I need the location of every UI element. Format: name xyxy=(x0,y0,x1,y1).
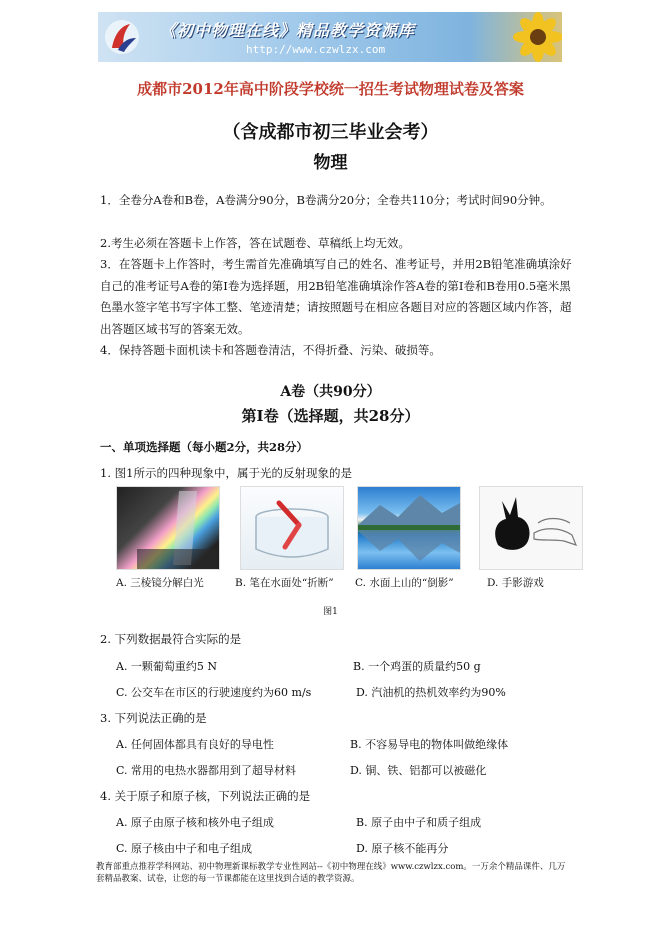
header-banner xyxy=(98,12,562,62)
question-3-option-d: D. 铜、铁、铝都可以被磁化 xyxy=(350,764,487,777)
instruction-3: 3．在答题卡上作答时，考生需首先准确填写自己的姓名、准考证号，并用2B铅笔准确填涂好自己的准考证号A卷的第Ⅰ卷为选择题，用2B铅笔准确填涂作答A卷的第Ⅰ卷和B卷用0.5毫米黑色墨水签字笔书写字体工整、笔迹清楚；请按照题号在相应各题目对应的答题区域内作答，超出答题区域书写的答案无效。 xyxy=(100,257,572,336)
question-2-option-a: A. 一颗葡萄重约5 N xyxy=(116,660,218,673)
instruction-2: 2.考生必须在答题卡上作答，答在试题卷、草稿纸上均无效。 xyxy=(100,236,410,250)
instruction-1: 1．全卷分A卷和B卷，A卷满分90分，B卷满分20分；全卷共110分；考试时间90分钟。 xyxy=(100,193,552,207)
caption-b: B. 笔在水面处“折断” xyxy=(235,577,334,589)
question-2-option-b: B. 一个鸡蛋的质量约50 g xyxy=(353,660,481,673)
question-4-option-b: B. 原子由中子和质子组成 xyxy=(356,816,482,829)
caption-a: A. 三棱镜分解白光 xyxy=(116,577,204,589)
caption-d: D. 手影游戏 xyxy=(487,577,544,589)
document-subtitle: （含成都市初三毕业会考） xyxy=(222,122,439,143)
question-2-option-c: C. 公交车在市区的行驶速度约为60 m/s xyxy=(116,686,312,699)
question-3-option-a: A. 任何固体都具有良好的导电性 xyxy=(116,738,274,751)
question-3-option-c: C. 常用的电热水器都用到了超导材料 xyxy=(116,764,297,777)
hand-shadow-image xyxy=(479,486,583,570)
site-logo-icon xyxy=(104,18,140,56)
question-4-stem: 4. 关于原子和原子核，下列说法正确的是 xyxy=(100,789,311,803)
question-4-option-d: D. 原子核不能再分 xyxy=(356,842,449,855)
banner-title: 《初中物理在线》精品教学资源库 xyxy=(160,21,416,40)
subject-heading: 物理 xyxy=(313,153,348,173)
section-a-heading: A卷（共90分） xyxy=(280,384,381,400)
mountain-reflection-image xyxy=(357,486,461,570)
question-3-option-b: B. 不容易导电的物体叫做绝缘体 xyxy=(350,738,509,751)
volume-i-heading: 第Ⅰ卷（选择题，共28分） xyxy=(241,407,420,425)
prism-dispersion-image xyxy=(116,486,220,570)
figure-label: 图1 xyxy=(323,607,338,617)
caption-c: C. 水面上山的“倒影” xyxy=(355,577,454,589)
question-2-stem: 2. 下列数据最符合实际的是 xyxy=(100,632,242,646)
question-4-option-c: C. 原子核由中子和电子组成 xyxy=(116,842,253,855)
page-footer: 教育部重点推荐学科网站、初中物理新课标教学专业性网站--《初中物理在线》www.czwlzx.com。一万余个精品课件、几万套精品教案、试卷，让您的每一节课都能在这里找到合适的教学资源。 xyxy=(96,862,566,884)
question-3-stem: 3. 下列说法正确的是 xyxy=(100,711,207,725)
sunflower-icon xyxy=(498,12,562,62)
instruction-4: 4．保持答题卡面机读卡和答题卷清洁，不得折叠、污染、破损等。 xyxy=(100,343,441,357)
document-title: 成都市2012年高中阶段学校统一招生考试物理试卷及答案 xyxy=(137,80,524,98)
question-4-option-a: A. 原子由原子核和核外电子组成 xyxy=(116,816,274,829)
pencil-in-water-image xyxy=(240,486,344,570)
part-1-heading: 一、单项选择题（每小题2分，共28分） xyxy=(100,440,309,454)
banner-url[interactable]: http://www.czwlzx.com xyxy=(246,43,386,56)
question-1-stem: 1. 图1所示的四种现象中，属于光的反射现象的是 xyxy=(100,466,352,480)
question-2-option-d: D. 汽油机的热机效率约为90% xyxy=(356,686,506,699)
